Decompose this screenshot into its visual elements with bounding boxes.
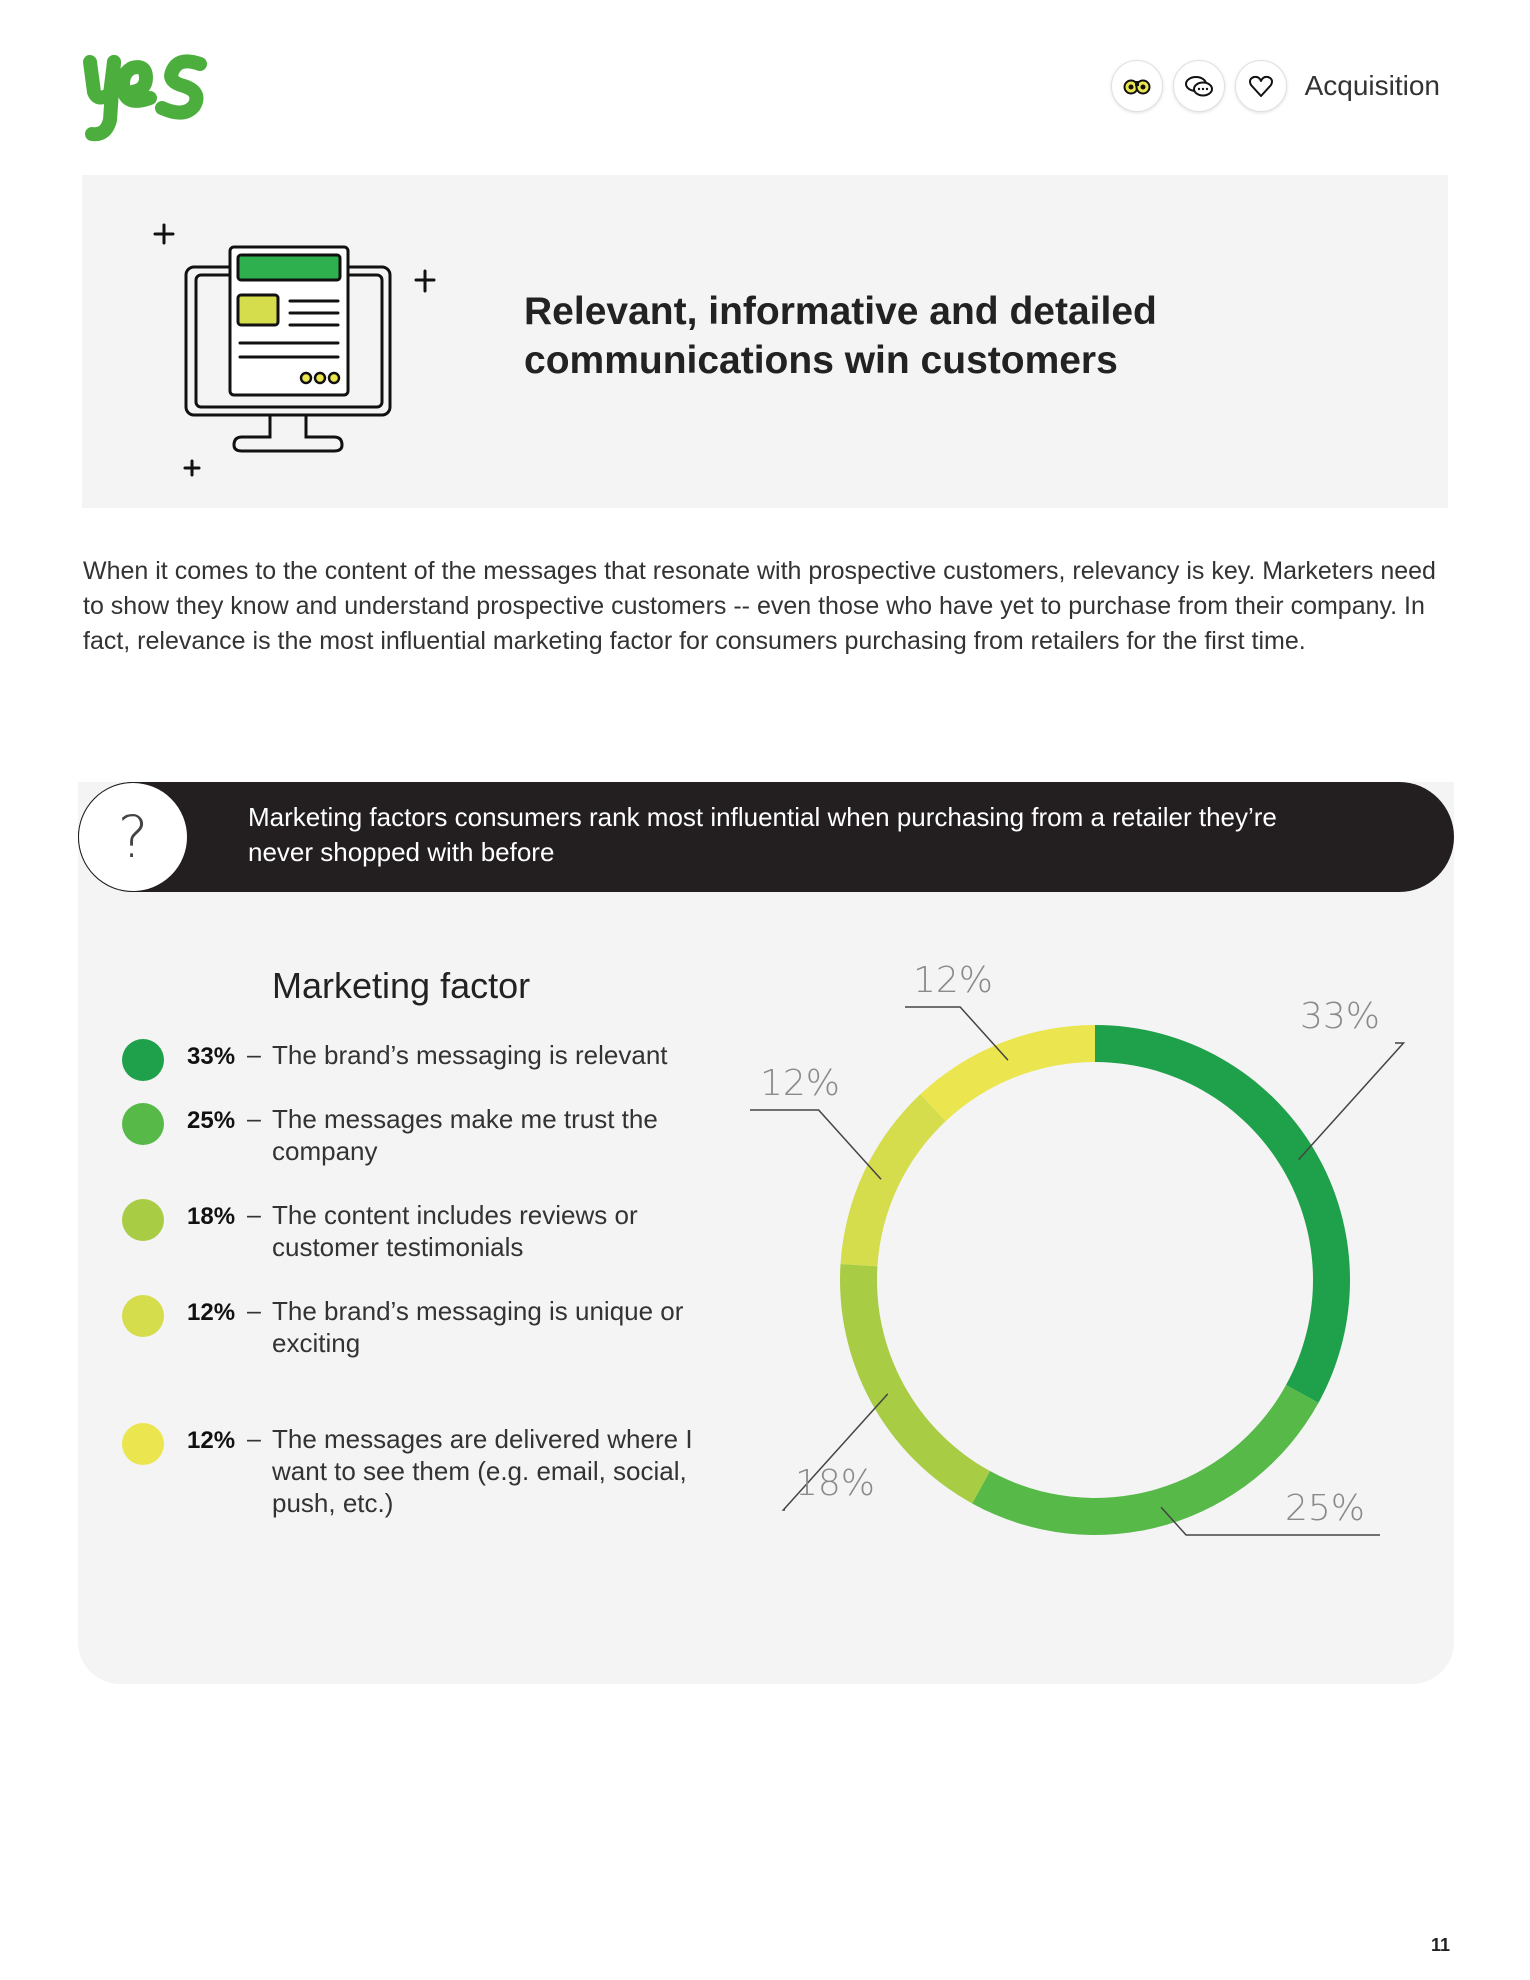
question-icon: ? (78, 782, 188, 892)
donut-slice (920, 1025, 1095, 1121)
hero-title: Relevant, informative and detailed communications win customers (524, 290, 1157, 382)
legend-value: 33% (187, 1043, 236, 1070)
legend-value: 12% (187, 1299, 236, 1326)
slice-value-label: 25% (1284, 1488, 1366, 1529)
leader-line (1299, 1043, 1404, 1160)
donut-slice (841, 1094, 946, 1266)
slice-value-label: 12% (912, 960, 994, 1001)
slice-value-label: 12% (759, 1063, 841, 1104)
legend-dash: – (247, 1201, 261, 1229)
legend-value: 25% (187, 1107, 236, 1134)
legend-title: Marketing factor (272, 965, 531, 1006)
legend-dash: – (247, 1297, 261, 1325)
legend-value: 12% (187, 1427, 236, 1454)
legend-label: The brand’s messaging is relevant (272, 1040, 668, 1070)
section-label: Acquisition (1304, 70, 1440, 101)
donut-slice (1095, 1025, 1350, 1403)
legend-label: The brand’s messaging is unique or exciting (272, 1296, 684, 1358)
legend-label: The content includes reviews or customer testimonials (272, 1200, 638, 1262)
donut-slice (972, 1385, 1318, 1535)
intro-paragraph: When it comes to the content of the messages that resonate with prospective customers, relevancy is key. Marketers need to show they know and understand prospective customers -- even those who have yet to purchase from their company. In fact, relevance is the most influential marketing factor for consumers purchasing from retailers for the first time. (83, 557, 1436, 655)
leader-line (750, 1110, 881, 1179)
legend-dash: – (247, 1425, 261, 1453)
legend-dash: – (247, 1105, 261, 1133)
legend-label: The messages are delivered where I want to see them (e.g. email, social, push, etc.) (272, 1424, 693, 1518)
legend-value: 18% (187, 1203, 236, 1230)
slice-value-label: 33% (1299, 996, 1381, 1037)
legend-label: The messages make me trust the company (272, 1104, 658, 1166)
page-number: 11 (1430, 1935, 1450, 1955)
legend-dash: – (247, 1041, 261, 1069)
slice-value-label: 18% (794, 1463, 876, 1504)
chart-card-title: Marketing factors consumers rank most influential when purchasing from a retailer they’re never shopped with before (248, 802, 1277, 867)
